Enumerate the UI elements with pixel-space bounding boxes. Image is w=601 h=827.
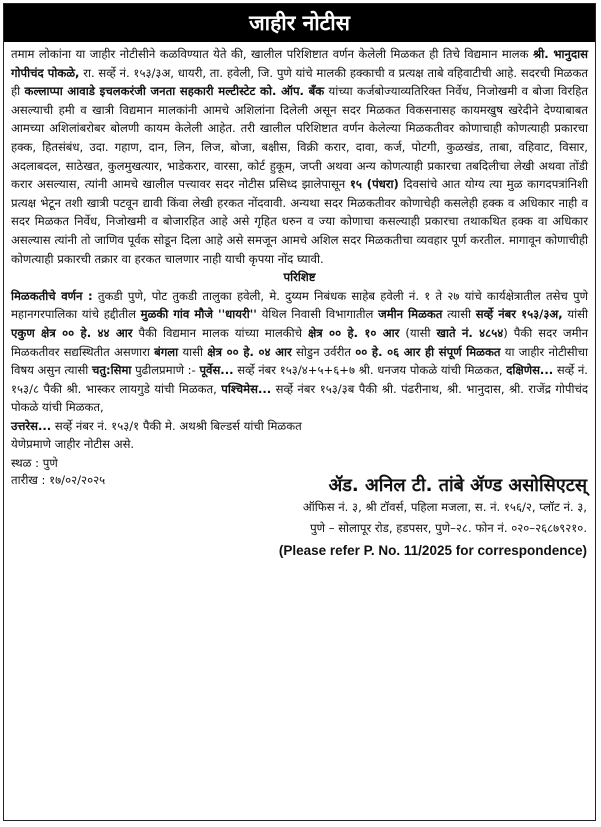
schedule-text: या जाहीर नोटीसीचा विषय असुन त्यासी bbox=[11, 344, 589, 378]
schedule-text: पुढीलप्रमाणे :- bbox=[131, 363, 200, 378]
bank-name: कल्लाप्पा आवाडे इचलकरंजी जनता सहकारी मल्टीस्टेट को. ऑप. बँक bbox=[24, 84, 325, 99]
owner-area: क्षेत्र ०० हे. १० आर bbox=[307, 325, 400, 340]
notice-title: जाहीर नोटीस bbox=[4, 4, 595, 42]
notice-paragraph bbox=[11, 45, 588, 268]
para-text-3: यांच्या कर्जबोज्याव्यतिरिक्त निर्वेध, निजोखमी व बोजा विरहित असल्याची हमी व खात्री विद्यमान मालकांनी आमचे अशिलांना दिलेली असून सदर मिळकत विकसनासह कायमखुष खरेदीने देण्याबाबत आमच्या अशिलांबरोबर बोलणी कायम केलेली आहेत. तरी खालील परिशिष्टात वर्णन केलेल्या मिळकतीवर कोणाचाही कोणत्याही प्रकारचा हक्क, हितसंबंध, उदा. गहाण, दान, लिन, लिज, बोजा, बक्षीस, विक्री करार, दावा, कर्ज, पोटगी, कुळखंड, ताबा, वहिवाट, विसार, अदलाबदल, साठेखत, कुलमुखत्यार, भाडेकरार, वारसा, कोर्ट हुकूम, जप्ती अथवा अन्य कोणत्याही प्रकारचा तबदिलीचा लेखी अथवा तोंडी करार असल्यास, त्यांनी आमचे खालील पत्त्यावर सदर नोटीस प्रसिध्द झालेपासून bbox=[11, 84, 589, 192]
notice-period: १५ (पंधरा) bbox=[349, 177, 399, 192]
para-text-1: तमाम लोकांना या जाहीर नोटीसीने कळविण्यात येते की, खालील परिशिष्टात वर्णन केलेली मिळकत ही तिचे विद्यमान मालक bbox=[11, 47, 533, 61]
land-property: जमीन मिळकत bbox=[378, 307, 443, 322]
address-line-2: पुणे – सोलापूर रोड, हडपसर, पुणे–२८. फोन नं. ०२०–२६८७९२१०. bbox=[310, 520, 587, 535]
address-line-1: ऑफिस नं. ३, श्री टॉवर्स, पहिला मजला, स. नं. १५६/२, प्लॉट नं. ३, bbox=[302, 499, 587, 514]
boundaries-label: चतु:सिमा bbox=[92, 363, 132, 378]
remaining-area: ०० हे. ०६ आर ही संपूर्ण मिळकत bbox=[355, 344, 501, 359]
west-boundary: सर्व्हे नंबर १५३/३ब पैकी श्री. पंढरीनाथ, श्री. भानुदास, श्री. राजेंद्र गोपीचंद पोकळे यांची मिळकत, bbox=[11, 381, 588, 415]
west-boundary-label: पश्चिमेस... bbox=[221, 381, 272, 396]
property-description-label: मिळकतीचे वर्णन : bbox=[11, 288, 93, 303]
south-boundary-label: दक्षिणेस... bbox=[506, 363, 554, 378]
bungalow-area: क्षेत्र ०० हे. ०४ आर bbox=[207, 344, 292, 359]
schedule-text: (यासी bbox=[399, 325, 437, 340]
firm-name: ॲड. अनिल टी. तांबे ॲण्ड असोसिएटस् bbox=[328, 474, 587, 496]
schedule-text: त्यासी bbox=[442, 307, 476, 322]
schedule-text: ) पैकी सदर जमीन मिळकतीवर सद्यस्थितीत असणारा bbox=[11, 325, 589, 359]
reference-note: (Please refer P. No. 11/2025 for correspondence) bbox=[278, 542, 587, 558]
account-number: खाते नं. ४८५४ bbox=[436, 325, 504, 340]
para-text-4: दिवसांचे आत योग्य त्या मुळ कागदपत्रांनिशी प्रत्यक्ष भेटून तशी खात्री पटवून द्यावी किंवा लेखी हरकत नोंदवावी. अन्यथा सदर मिळकतीवर कोणाचेही कसलेही हक्क व अधिकार नाही व सदर मिळकत निर्वेध, निजोखमी व बोजारहित आहे असे गृहित धरुन व ज्या कोणाचा कसल्याही प्रकारचा तथाकथित हक्क वा अधिकार असल्यास त्यांनी तो जाणिव पूर्वक सोडून दिला आहे असे समजून आमचे अशिल सदर मिळकतीचा व्यवहार पूर्ण करतील. मागावून कोणाचीही कोणत्याही प्रकारची तक्रार वा हरकत चालणार नाही याची कृपया नोंद घ्यावी. bbox=[11, 177, 589, 266]
east-boundary: सर्व्हे नंबर १५३/४+५+६+७ श्री. धनजय पोकळे यांची मिळकत, bbox=[233, 363, 507, 378]
north-boundary: सर्व्हे नंबर नं. १५३/१ पैकी मे. अथश्री बिल्डर्स यांची मिळकत bbox=[51, 418, 302, 433]
east-boundary-label: पूर्वेस... bbox=[199, 363, 234, 378]
schedule-paragraph bbox=[11, 287, 588, 436]
signature-block bbox=[4, 473, 595, 568]
north-boundary-label: उत्तरेस... bbox=[11, 418, 52, 433]
schedule-heading: परिशिष्ट bbox=[283, 270, 316, 285]
place: स्थळ : पुणे bbox=[11, 456, 58, 471]
total-area: एकुण क्षेत्र ०० हे. ४४ आर bbox=[11, 325, 133, 340]
schedule-text: तुकडी पुणे, पोट तुकडी तालुका हवेली, मे. दुय्यम निबंधक साहेब हवेली नं. १ ते २७ यांचे कार्यक्षेत्रातील तसेच पुणे महानगरपालिका यांचे हद्दीतील bbox=[11, 288, 588, 322]
owner-name: श्री. भानुदास गोपीचंद पोकळे, bbox=[11, 47, 588, 80]
schedule-text: सोडुन उर्वरीत bbox=[291, 344, 356, 359]
closing-line: येणेप्रमाणे जाहीर नोटीस असे. bbox=[11, 437, 135, 452]
south-boundary: सर्व्हे नं. १५३/८ पैकी श्री. भास्कर लायगुडे यांची मिळकत, bbox=[11, 363, 588, 396]
notice-body bbox=[4, 42, 595, 473]
para-text-2: रा. सर्व्हे नं. १५३/३अ, धायरी, ता. हवेली, जि. पुणे यांचे मालकी हक्काची व प्रत्यक्ष ताबे वहिवाटीची आहे. सदरची मिळकत ही bbox=[11, 65, 588, 99]
schedule-text: पैकी विद्यमान मालक यांच्या मालकीचे bbox=[132, 325, 308, 340]
schedule-text: यासी bbox=[178, 344, 208, 359]
date: तारीख : १७/०२/२०२५ bbox=[11, 472, 106, 487]
bungalow: बंगला bbox=[154, 344, 179, 359]
public-notice bbox=[3, 3, 596, 821]
schedule-text: यांसी bbox=[562, 307, 588, 322]
schedule-text: येथिल निवासी विभागातील bbox=[256, 307, 379, 322]
village-name: मुळकी गांव मौजे ''धायरी'' bbox=[140, 307, 257, 322]
survey-number: सर्व्हे नंबर १५३/३अ, bbox=[475, 307, 563, 322]
